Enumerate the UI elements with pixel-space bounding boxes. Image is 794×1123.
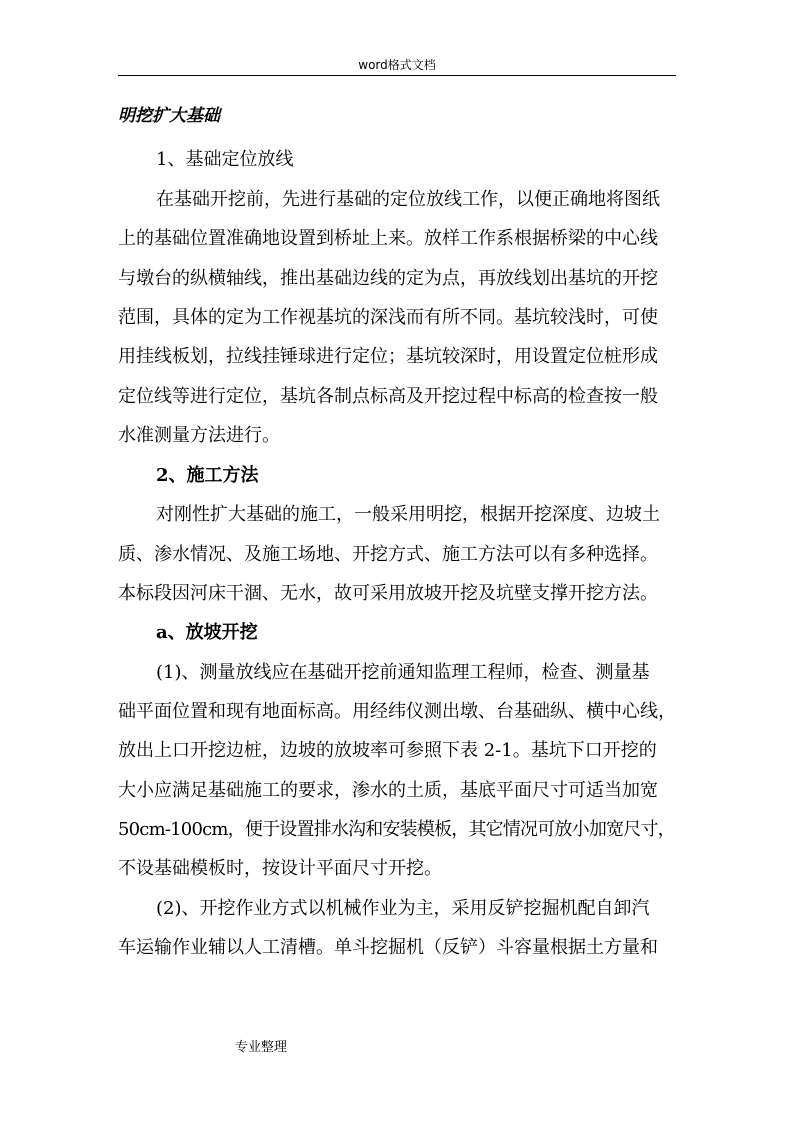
paragraph-line: (2)、开挖作业方式以机械作业为主，采用反铲挖掘机配自卸汽: [156, 898, 650, 919]
paragraph-line: 范围，具体的定为工作视基坑的深浅而有所不同。基坑较浅时，可使: [118, 307, 658, 328]
subsection-heading: a、放坡开挖: [156, 622, 258, 643]
paragraph-line: 水准测量方法进行。: [118, 425, 280, 446]
paragraph-line: 础平面位置和现有地面标高。用经纬仪测出墩、台基础纵、横中心线，: [118, 701, 676, 722]
paragraph-line: 与墩台的纵横轴线，推出基础边线的定为点，再放线划出基坑的开挖: [118, 268, 658, 289]
paragraph-line: 在基础开挖前，先进行基础的定位放线工作，以便正确地将图纸: [156, 189, 660, 210]
subsection-heading: 2、施工方法: [156, 465, 259, 486]
section-title: 明挖扩大基础: [118, 106, 220, 126]
paragraph-line: 本标段因河床干涸、无水，故可采用放坡开挖及坑壁支撑开挖方法。: [118, 583, 658, 604]
page-header: word格式文档: [358, 58, 436, 72]
page-footer: 专业整理: [235, 1040, 288, 1055]
paragraph-line: 放出上口开挖边桩，边坡的放坡率可参照下表 2-1。基坑下口开挖的: [118, 740, 657, 761]
paragraph-line: 50cm-100cm，便于设置排水沟和安装模板，其它情况可放小加宽尺寸，: [118, 819, 675, 840]
paragraph-line: 上的基础位置准确地设置到桥址上来。放样工作系根据桥梁的中心线: [118, 228, 658, 249]
paragraph-line: 对刚性扩大基础的施工，一般采用明挖，根据开挖深度、边坡土: [156, 504, 660, 525]
header-divider: [118, 75, 676, 76]
paragraph-line: 定位线等进行定位，基坑各制点标高及开挖过程中标高的检查按一般: [118, 386, 658, 407]
paragraph-line: 大小应满足基础施工的要求，渗水的土质，基底平面尺寸可适当加宽: [118, 780, 658, 801]
paragraph-line: (1)、测量放线应在基础开挖前通知监理工程师，检查、测量基: [156, 662, 650, 683]
subsection-heading: 1、基础定位放线: [156, 149, 294, 170]
paragraph-line: 用挂线板划，拉线挂锤球进行定位；基坑较深时，用设置定位桩形成: [118, 346, 658, 367]
paragraph-line: 车运输作业辅以人工清槽。单斗挖掘机（反铲）斗容量根据土方量和: [118, 937, 658, 958]
paragraph-line: 质、渗水情况、及施工场地、开挖方式、施工方法可以有多种选择。: [118, 544, 658, 565]
paragraph-line: 不设基础模板时，按设计平面尺寸开挖。: [118, 858, 442, 879]
